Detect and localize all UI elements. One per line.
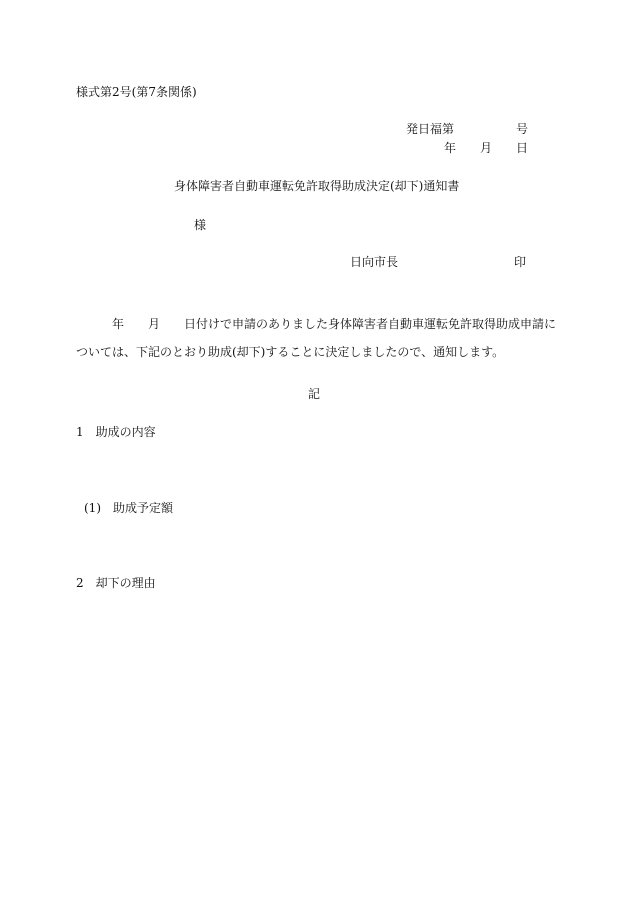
body-line-1: 日付けで申請のありました身体障害者自動車運転免許取得助成申請に bbox=[184, 317, 557, 331]
section-2-heading: 2 却下の理由 bbox=[76, 576, 156, 590]
date-year-label: 年 bbox=[444, 141, 457, 155]
body-month-label: 月 bbox=[148, 317, 161, 331]
body-year-label: 年 bbox=[112, 317, 125, 331]
seal-mark: 印 bbox=[514, 255, 527, 269]
ki-heading: 記 bbox=[308, 387, 321, 401]
date-day-label: 日 bbox=[516, 141, 529, 155]
issue-ref-suffix: 号 bbox=[516, 122, 529, 136]
section-1-heading: 1 助成の内容 bbox=[76, 425, 156, 439]
form-number: 様式第2号(第7条関係) bbox=[76, 85, 197, 99]
addressee-suffix: 様 bbox=[194, 218, 207, 232]
issuer-name: 日向市長 bbox=[350, 255, 399, 269]
issue-ref-prefix: 発日福第 bbox=[406, 122, 455, 136]
subsection-1-heading: (1) 助成予定額 bbox=[84, 501, 173, 515]
date-month-label: 月 bbox=[480, 141, 493, 155]
body-line-2: ついては、下記のとおり助成(却下)することに決定しましたので、通知します。 bbox=[76, 345, 505, 359]
document-title: 身体障害者自動車運転免許取得助成決定(却下)通知書 bbox=[174, 179, 460, 193]
